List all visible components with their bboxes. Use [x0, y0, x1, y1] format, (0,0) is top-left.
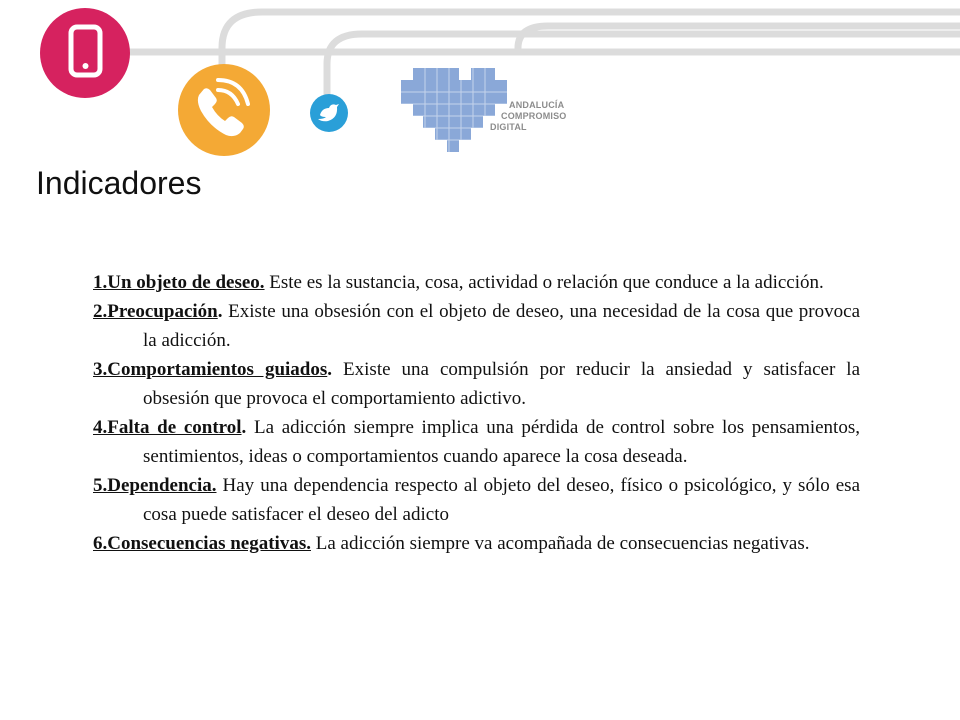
mobile-phone-icon: [40, 8, 130, 98]
heart-logo-icon: [401, 68, 507, 152]
item-text: La adicción siempre va acompañada de consecuencias negativas.: [310, 533, 810, 554]
brand-line-2: COMPROMISO: [501, 111, 567, 121]
item-heading: 3.Comportamientos guiados: [93, 359, 328, 380]
item-text: Existe una obsesión con el objeto de deseo, una necesidad de la cosa que provoca la adicción.: [143, 301, 860, 351]
item-text: La adicción siempre implica una pérdida de control sobre los pensamientos, sentimientos, ideas o comportamientos cuando aparece la cosa deseada.: [143, 417, 860, 467]
item-heading: 1.Un objeto de deseo.: [93, 272, 265, 293]
item-text: Existe una compulsión por reducir la ansiedad y satisfacer la obsesión que provoca el comportamiento adictivo.: [143, 359, 861, 409]
item-heading: 2.Preocupación: [93, 301, 218, 322]
item-text: Hay una dependencia respecto al objeto del deseo, físico o psicológico, y sólo esa cosa puede satisfacer el deseo del adicto: [143, 475, 860, 525]
item-heading-tail: .: [241, 417, 247, 438]
list-item: [93, 471, 860, 529]
bird-icon: [310, 94, 348, 132]
page-title: Indicadores: [36, 165, 202, 201]
item-text: Este es la sustancia, cosa, actividad o relación que conduce a la adicción.: [264, 272, 824, 293]
brand-line-3: DIGITAL: [490, 122, 527, 132]
list-item: [93, 355, 860, 413]
list-item: [93, 297, 860, 355]
item-heading: 4.Falta de control: [93, 417, 242, 438]
item-heading-tail: .: [327, 359, 333, 380]
item-heading-tail: .: [217, 301, 223, 322]
list-item: [93, 529, 860, 558]
header-graphic: [0, 0, 960, 160]
list-item: [93, 268, 860, 297]
item-heading: 5.Dependencia.: [93, 475, 217, 496]
indicator-list: [93, 268, 860, 558]
brand-line-1: ANDALUCÍA: [509, 100, 565, 110]
item-heading: 6.Consecuencias negativas.: [93, 533, 311, 554]
list-item: [93, 413, 860, 471]
telephone-icon: [178, 64, 270, 156]
